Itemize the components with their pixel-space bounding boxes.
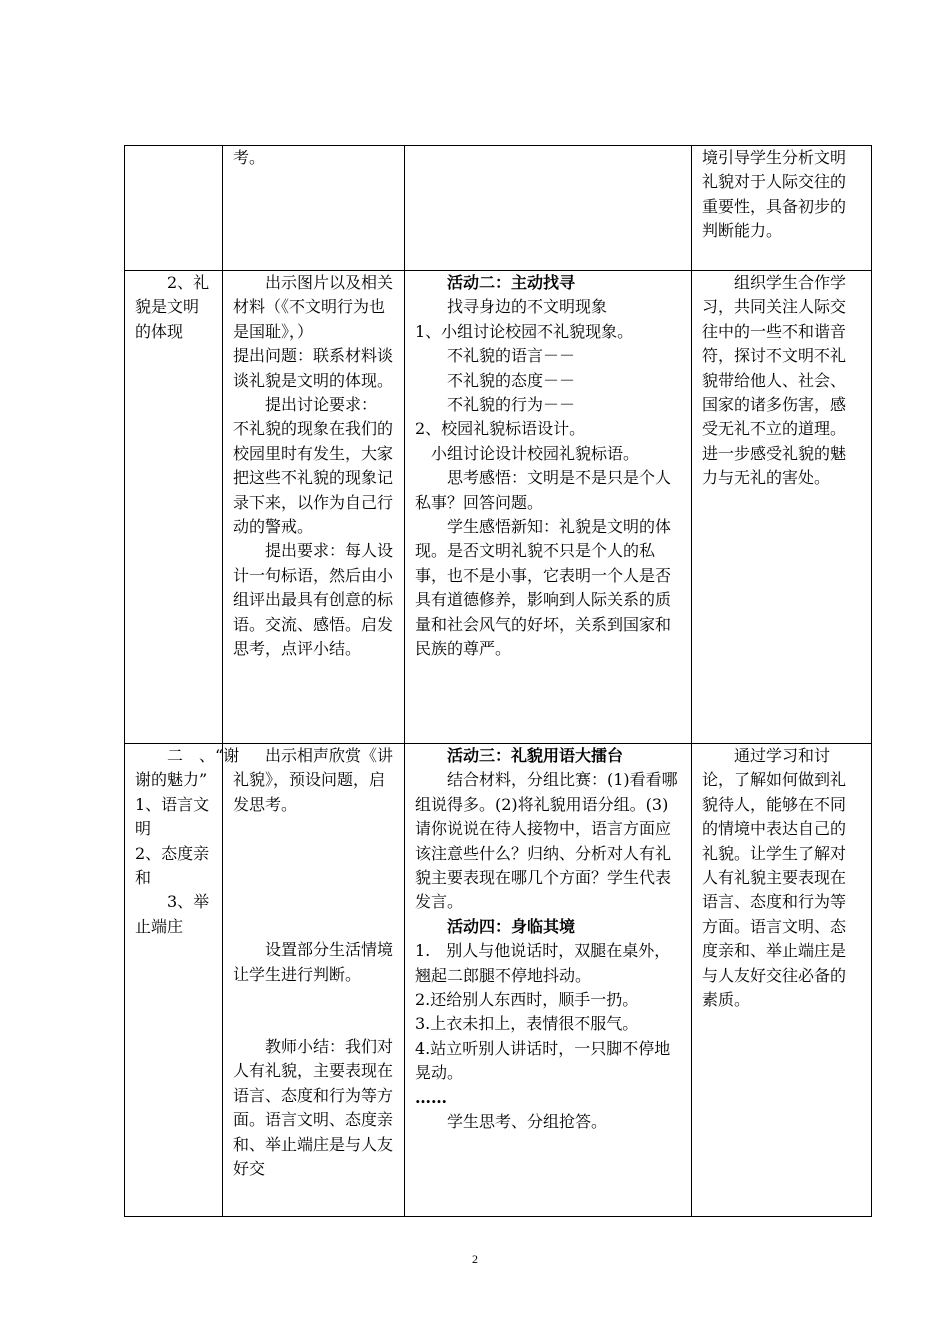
lesson-plan-table — [124, 145, 872, 1217]
table-cell — [223, 271, 405, 744]
cell-text: 不礼貌的态度－－ — [447, 370, 576, 390]
cell-text: 提出讨论要求： — [265, 395, 378, 415]
cell-text: 2、礼貌是文明的体现 — [135, 273, 210, 341]
table-cell — [692, 271, 872, 744]
cell-text: 不礼貌的语言－－ — [447, 346, 576, 366]
table-row — [125, 271, 872, 744]
cell-text: 考。 — [233, 148, 266, 167]
activity-heading: 活动四：身临其境 — [447, 916, 576, 936]
cell-text: 设置部分生活情境让学生进行判断。 — [233, 940, 394, 984]
cell-text: 组织学生合作学习，共同关注人际交往中的一些不和谐音符，探讨不文明不礼貌带给他人、社会、国家的诸多伤害，感受无礼不立的道理。进一步感受礼貌的魅力与无礼的害处。 — [702, 273, 847, 488]
table-cell — [692, 146, 872, 271]
cell-text: 教师小结：我们对人有礼貌，主要表现在语言、态度和行为等方面。语言文明、态度亲和、举止端庄是与人友好交 — [233, 1037, 394, 1179]
cell-text: …… — [415, 1087, 447, 1107]
table-cell — [223, 744, 405, 1217]
cell-text: 找寻身边的不文明现象 — [447, 297, 608, 317]
cell-text: 不礼貌的行为－－ — [447, 395, 576, 415]
cell-text: 1、小组讨论校园不礼貌现象。 — [415, 321, 634, 341]
cell-text: 提出问题：联系材料谈谈礼貌是文明的体现。 — [233, 346, 394, 390]
cell-text: 2.还给别人东西时，顺手一扔。 — [415, 990, 639, 1010]
table-row — [125, 146, 872, 271]
table-cell — [223, 146, 405, 271]
cell-text: 1. 别人与他说话时，双腿在桌外，翘起二郎腿不停地抖动。 — [415, 941, 671, 985]
cell-text: 境引导学生分析文明礼貌对于人际交往的重要性，具备初步的判断能力。 — [702, 148, 847, 241]
table-row — [125, 744, 872, 1217]
cell-text: 提出要求：每人设计一句标语，然后由小组评出最具有创意的标语。交流、感悟。启发思考，点评小结。 — [233, 541, 394, 659]
table-cell — [692, 744, 872, 1217]
cell-text: 思考感悟：文明是不是只是个人私事？回答问题。 — [415, 468, 672, 512]
spacer — [233, 817, 394, 890]
cell-text: 4.站立听别人讲话时，一只脚不停地晃动。 — [415, 1038, 671, 1083]
cell-text: 出示相声欣赏《讲礼貌》，预设问题，启发思考。 — [233, 746, 394, 814]
spacer — [233, 987, 394, 1035]
cell-text: 二 、“谢谢的魅力” — [135, 746, 240, 790]
cell-text: 不礼貌的现象在我们的校园里时有发生，大家把这些不礼貌的现象记录下来，以作为自己行动的警戒。 — [233, 419, 394, 537]
cell-text: 出示图片以及相关材料（《不文明行为也是国耻》，） — [233, 273, 394, 341]
cell-text: 3.上衣未扣上，表情很不服气。 — [415, 1014, 639, 1034]
page-number: 2 — [472, 1252, 478, 1266]
cell-text: 2、态度亲和 — [135, 843, 210, 888]
cell-text: 通过学习和讨论，了解如何做到礼貌待人，能够在不同的情境中表达自己的礼貌。让学生了解对人有礼貌主要表现在语言、态度和行为等方面。语言文明、态度亲和、举止端庄是与人友好交往必备的素质。 — [702, 746, 847, 1010]
cell-text: 结合材料，分组比赛：(1)看看哪组说得多。(2)将礼貌用语分组。(3)请你说说在待人接物中，语言方面应该注意些什么？归纳、分析对人有礼貌主要表现在哪几个方面？学生代表发言。 — [415, 770, 678, 912]
table-cell — [125, 146, 223, 271]
cell-text: 1、语言文明 — [135, 794, 210, 839]
activity-heading: 活动二：主动找寻 — [447, 273, 576, 292]
table-cell — [125, 271, 223, 744]
cell-text: 学生感悟新知：礼貌是文明的体现。是否文明礼貌不只是个人的私事，也不是小事，它表明一个人是否具有道德修养，影响到人际关系的质量和社会风气的好坏，关系到国家和民族的尊严。 — [415, 517, 672, 659]
table-cell — [405, 744, 692, 1217]
cell-text: 3、举止端庄 — [135, 892, 210, 936]
cell-text: 学生思考、分组抢答。 — [447, 1112, 608, 1132]
spacer — [233, 890, 394, 938]
table-cell — [405, 146, 692, 271]
table-cell — [125, 744, 240, 1217]
table-cell — [405, 271, 692, 744]
cell-text: 2、校园礼貌标语设计。 — [415, 419, 586, 439]
activity-heading: 活动三：礼貌用语大擂台 — [447, 746, 624, 765]
cell-text: 小组讨论设计校园礼貌标语。 — [431, 443, 640, 463]
